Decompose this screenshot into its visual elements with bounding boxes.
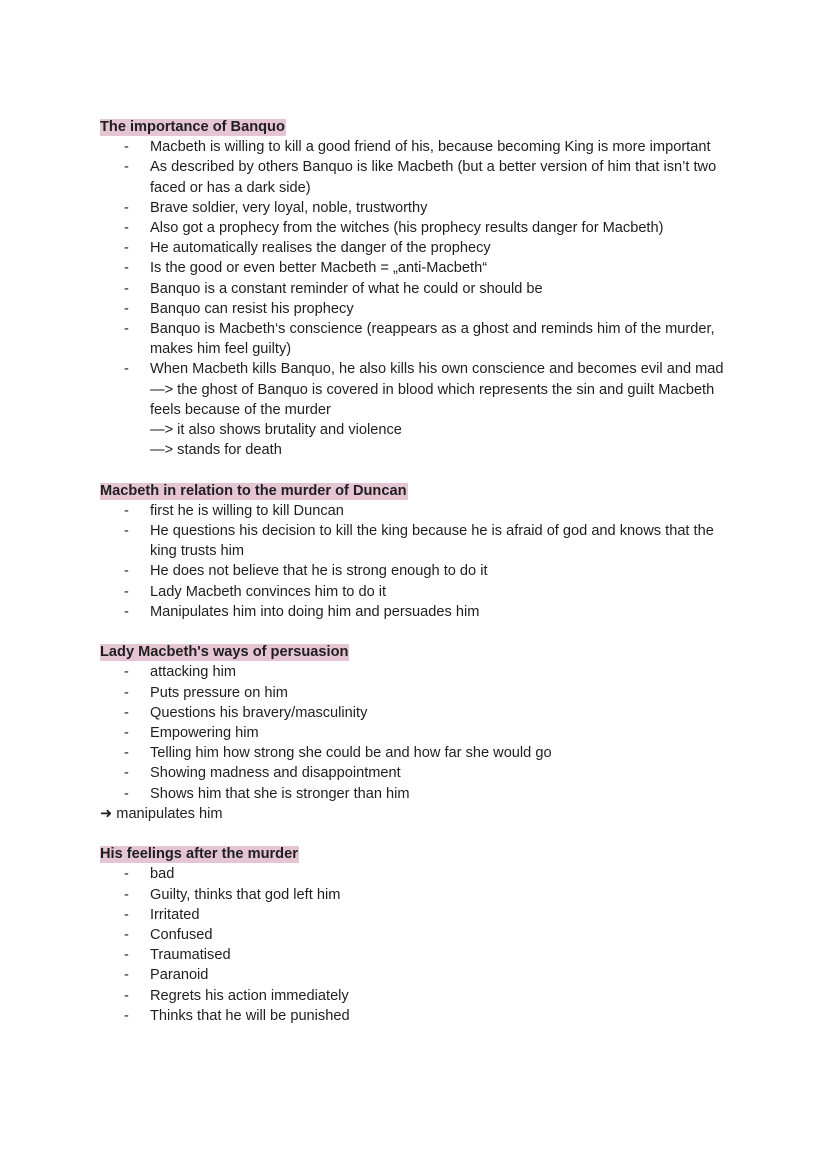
- list-item: - Questions his bravery/masculinity: [100, 703, 740, 723]
- list-item: - bad: [100, 864, 740, 884]
- section-heading: Lady Macbeth's ways of persuasion: [100, 644, 349, 661]
- bullet-dash: -: [124, 139, 129, 156]
- subnote: —> it also shows brutality and violence: [150, 422, 402, 439]
- document-page: [100, 117, 740, 1026]
- bullet-dash: -: [124, 967, 129, 984]
- bullet-dash: -: [124, 987, 129, 1004]
- bullet-dash: -: [124, 300, 129, 317]
- bullet-dash: -: [124, 906, 129, 923]
- list-item: - Thinks that he will be punished: [100, 1006, 740, 1026]
- section-heading: The importance of Banquo: [100, 119, 285, 135]
- list-item: - Shows him that she is stronger than him: [100, 784, 740, 804]
- bullet-dash: -: [124, 240, 129, 257]
- bullet-dash: -: [124, 765, 129, 782]
- bullet-dash: -: [124, 603, 129, 620]
- list-item: - He automatically realises the danger of the prophecy: [100, 238, 740, 258]
- list-item: - Irritated: [100, 905, 740, 925]
- subnote: —> the ghost of Banquo is covered in blood which represents the sin and guilt Macbeth feels because of the murder: [150, 381, 715, 418]
- section-persuasion: [100, 642, 740, 824]
- bullet-dash: -: [124, 563, 129, 580]
- bullet-list: [100, 501, 740, 622]
- bullet-dash: -: [124, 947, 129, 964]
- subnote: —> stands for death: [150, 442, 282, 459]
- bullet-dash: -: [124, 704, 129, 721]
- list-item: - As described by others Banquo is like Macbeth (but a better version of him that isn’t two faced or has a dark side): [124, 159, 717, 196]
- bullet-dash: -: [124, 664, 129, 681]
- list-item: - Guilty, thinks that god left him: [100, 885, 740, 905]
- bullet-dash: -: [124, 583, 129, 600]
- bullet-dash: -: [124, 502, 129, 519]
- section-heading: His feelings after the murder: [100, 846, 298, 863]
- list-item: - Banquo is a constant reminder of what he could or should be: [100, 279, 740, 299]
- conclusion-line: ➜ manipulates him: [100, 805, 223, 822]
- list-item: - Banquo can resist his prophecy: [100, 299, 740, 319]
- bullet-dash: -: [124, 199, 129, 216]
- list-item: - Lady Macbeth convinces him to do it: [100, 582, 740, 602]
- list-item: - Traumatised: [100, 945, 740, 965]
- bullet-dash: -: [124, 1007, 129, 1024]
- bullet-dash: -: [124, 745, 129, 762]
- section-feelings: [100, 844, 740, 1026]
- bullet-dash: -: [124, 866, 129, 883]
- bullet-dash: -: [124, 927, 129, 944]
- bullet-dash: -: [124, 159, 129, 176]
- bullet-list: [100, 864, 740, 1026]
- list-item: - Confused: [100, 925, 740, 945]
- section-heading: Macbeth in relation to the murder of Duncan: [100, 482, 407, 499]
- list-item: - He does not believe that he is strong enough to do it: [100, 561, 740, 581]
- list-item: - Macbeth is willing to kill a good friend of his, because becoming King is more important: [100, 137, 740, 157]
- list-item: - Is the good or even better Macbeth = „anti-Macbeth“: [100, 258, 740, 278]
- list-item: - Also got a prophecy from the witches (his prophecy results danger for Macbeth): [100, 218, 740, 238]
- list-item: - Telling him how strong she could be and how far she would go: [100, 743, 740, 763]
- bullet-dash: -: [124, 220, 129, 237]
- bullet-dash: -: [124, 886, 129, 903]
- list-item: - Banquo is Macbeth‘s conscience (reappears as a ghost and reminds him of the murder, makes him feel guilty): [124, 321, 715, 358]
- bullet-dash: -: [124, 260, 129, 277]
- list-item: - He questions his decision to kill the king because he is afraid of god and knows that the king trusts him: [124, 523, 714, 560]
- list-item: - Empowering him: [100, 723, 740, 743]
- bullet-list: [100, 662, 740, 803]
- bullet-dash: -: [124, 725, 129, 742]
- bullet-dash: -: [124, 523, 129, 540]
- section-duncan-murder: [100, 481, 740, 622]
- bullet-dash: -: [124, 280, 129, 297]
- list-item: - first he is willing to kill Duncan: [100, 501, 740, 521]
- list-item: - Showing madness and disappointment: [100, 763, 740, 783]
- section-banquo: [100, 117, 740, 460]
- list-item: - When Macbeth kills Banquo, he also kills his own conscience and becomes evil and mad —> the ghost of Banquo is covered in blood which represents the sin and guilt Macbeth feels because of the murder —> it also shows brutality and violence —> stands for death: [100, 359, 740, 460]
- bullet-dash: -: [124, 361, 129, 378]
- bullet-list: [100, 137, 740, 460]
- bullet-dash: -: [124, 785, 129, 802]
- list-item: - Paranoid: [100, 965, 740, 985]
- list-item: - Brave soldier, very loyal, noble, trustworthy: [100, 198, 740, 218]
- list-item: - attacking him: [100, 662, 740, 682]
- list-item: - Puts pressure on him: [100, 683, 740, 703]
- list-item: - Manipulates him into doing him and persuades him: [100, 602, 740, 622]
- bullet-dash: -: [124, 684, 129, 701]
- bullet-dash: -: [124, 321, 129, 338]
- list-item: - Regrets his action immediately: [100, 986, 740, 1006]
